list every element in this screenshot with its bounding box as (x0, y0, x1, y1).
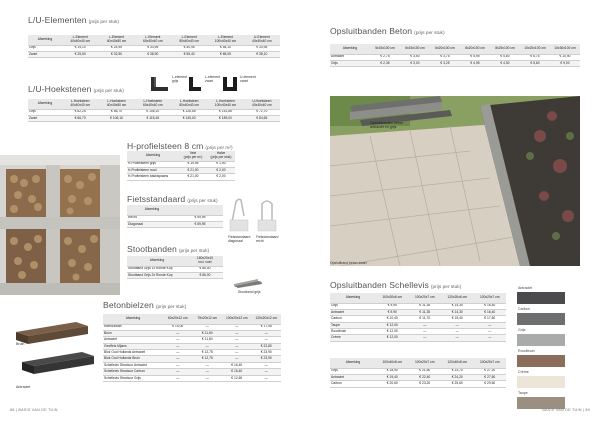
row-label: Roodbruin (330, 329, 376, 335)
table-row (127, 272, 223, 278)
row-label: Taupe (330, 322, 376, 328)
sleepers-image (12, 316, 102, 386)
table-header-row (28, 99, 280, 109)
price-cell: € 2,35 (370, 60, 400, 66)
price-cell: € 10,90 (550, 54, 580, 60)
price-cell: — (193, 324, 223, 330)
price-cell: € 3,00 (400, 60, 430, 66)
sleeper-label: Antraciet (16, 385, 31, 389)
table-header-cell: 100x20x7 cm (474, 358, 507, 368)
color-swatch (517, 334, 565, 346)
price-cell: — (252, 330, 282, 336)
section-title-schellevis: Opsluitbanden Schellevis (prijs per stuk) (330, 280, 462, 290)
table-header-row (127, 205, 223, 215)
table-stootbanden (127, 256, 223, 279)
table-header-row (330, 44, 580, 54)
price-cell: € 19,40 (376, 374, 409, 380)
price-cell: € 86,00 (187, 272, 223, 278)
price-cell: € 11,70 (409, 316, 442, 322)
price-cell: — (474, 329, 507, 335)
price-cell: € 12,00 (376, 322, 409, 328)
table-header-cell: 100x20x7 cm (474, 293, 507, 303)
price-cell: € 19,10 (62, 45, 98, 51)
table-row (28, 115, 280, 121)
price-cell: € 10,40 (376, 316, 409, 322)
table-header-row (330, 293, 506, 303)
price-cell: € 23,70 (441, 368, 474, 374)
price-cell: € 3,75 (430, 54, 460, 60)
row-label: Grijs (330, 60, 370, 66)
table-header-cell: 8x25x100 cm (490, 44, 520, 54)
section-title-elementen: L/U-Elementen (prijs per stuk) (28, 15, 120, 25)
table-header-cell: L-Element 40x40x80 cm (98, 35, 134, 45)
row-label: Grijs (28, 45, 62, 51)
section-title-betonbielzen: Betonbielzen (prijs per stuk) (103, 300, 187, 310)
price-cell: € 5,60 (490, 54, 520, 60)
price-cell: — (474, 322, 507, 328)
table-header-cell: 75x20x12 cm (193, 314, 223, 324)
table-elementen (28, 35, 280, 58)
photo-opsluitbanden (330, 96, 580, 266)
row-label: Zwart (28, 51, 62, 57)
price-cell: € 86,00 (187, 266, 223, 272)
row-label: Crème (330, 335, 376, 341)
table-header-cell: Afwerking (127, 256, 187, 266)
table-header-cell: 10x20x100 cm (520, 44, 550, 54)
table-header-cell: 100x40x8 cm (376, 358, 409, 368)
price-cell: € 5,60 (520, 60, 550, 66)
row-label: Carbon (330, 316, 376, 322)
table-header-cell: 180x20x10 incl. voet (187, 256, 223, 266)
table-hoekstenen (28, 99, 280, 122)
price-cell: € 189,00 (207, 115, 243, 121)
bike-stand-diagonal-image (228, 196, 250, 232)
table-header-cell: 120x20x12 cm (252, 314, 282, 324)
table-row (127, 174, 235, 180)
price-cell: € 3,50 (400, 54, 430, 60)
price-cell: € 16,40 (474, 309, 507, 315)
row-label: Recht (127, 215, 177, 221)
table-header-cell: 120x40x8 cm (441, 358, 474, 368)
table-header-cell: L-Element 60x40x40 cm (135, 35, 171, 45)
row-label: Mixed/zwart (103, 324, 163, 330)
row-label: H-Profielsteen bakkispaans (127, 174, 179, 180)
table-header-cell: Afwerking (127, 151, 179, 161)
price-cell: € 6,75 (520, 54, 550, 60)
price-cell: — (441, 329, 474, 335)
element-label: U-element zwart (240, 75, 256, 83)
price-cell: € 12,60 (222, 375, 252, 381)
price-cell: € 11,60 (193, 330, 223, 336)
price-cell: € 21,60 (409, 368, 442, 374)
price-cell: € 66,70 (62, 115, 98, 121)
table-header-cell: Afwerking (330, 293, 376, 303)
table-header-cell: L-Element 40x40x40 cm (62, 35, 98, 45)
price-cell: € 126,55 (171, 109, 207, 115)
section-title-hprofiel: H-profielsteen 8 cm (prijs per m²) (127, 141, 233, 151)
price-cell: — (409, 329, 442, 335)
price-cell: — (193, 375, 223, 381)
price-cell: — (222, 356, 252, 362)
price-cell: — (441, 322, 474, 328)
l-element-zwart-image (188, 76, 202, 92)
row-label: Antraciet (330, 309, 376, 315)
price-cell: € 24,20 (441, 374, 474, 380)
sleeper-label: Bruin (16, 342, 25, 346)
price-cell: € 14,30 (441, 303, 474, 309)
price-cell: € 12,00 (376, 329, 409, 335)
table-header-cell: 100x20x7 cm (409, 293, 442, 303)
price-cell: € 23,90 (252, 356, 282, 362)
price-cell: € 20,60 (376, 381, 409, 387)
price-cell: € 18,90 (376, 368, 409, 374)
price-cell: € 62,25 (62, 109, 98, 115)
price-cell: € 9,90 (376, 303, 409, 309)
table-header-cell (177, 205, 223, 215)
swatch-label: Crème (518, 370, 529, 374)
price-cell: € 2,75 (370, 54, 400, 60)
price-cell: — (222, 324, 252, 330)
price-cell: — (163, 343, 193, 349)
photo-caption: Opsluitbanden beton antraciet en grijs (370, 121, 404, 130)
price-cell: — (252, 337, 282, 343)
table-header-cell: 120x20x6 cm (441, 293, 474, 303)
price-cell: € 11,35 (409, 309, 442, 315)
swatch-label: Roodbruin (518, 349, 535, 353)
price-cell: € 25,60 (441, 381, 474, 387)
swatch-label: Carbon (518, 307, 530, 311)
price-cell: € 5,95 (460, 54, 490, 60)
table-header-cell: L-Hoeksteen 40x40x80 cm (98, 99, 134, 109)
stootband-image (232, 276, 264, 288)
price-cell: € 12,75 (193, 356, 223, 362)
table-header-cell: 100x20x6 cm (376, 293, 409, 303)
price-cell: — (409, 335, 442, 341)
price-cell: € 4,95 (460, 60, 490, 66)
price-cell: — (193, 369, 223, 375)
table-beton (330, 44, 580, 67)
swatch-label: Taupe (518, 391, 528, 395)
row-label: Diagonaal (127, 221, 177, 227)
section-title-hoekstenen: L/U-Hoekstenen (prijs per stuk) (28, 84, 124, 94)
price-cell: € 16,40 (222, 369, 252, 375)
row-label: Schellevis Structuur Carbon (103, 369, 163, 375)
color-swatch (517, 313, 565, 325)
row-label: Antraciet (330, 374, 376, 380)
table-header-row (103, 314, 281, 324)
price-cell: € 115,45 (135, 115, 171, 121)
table-header-cell: 60x20x12 cm (163, 314, 193, 324)
price-cell: — (409, 322, 442, 328)
table-row (330, 381, 506, 387)
price-cell: € 33,95 (244, 45, 280, 51)
price-cell: € 27,20 (474, 368, 507, 374)
footer-left: 88 | BASIS VAN DE TUIN (10, 408, 58, 412)
table-header-cell: L-Hoeksteen 80x40x40 cm (171, 99, 207, 109)
price-cell: — (163, 330, 193, 336)
table-betonbielzen (103, 314, 281, 382)
table-header-cell: L-Element 80x40x40 cm (171, 35, 207, 45)
price-cell: — (222, 350, 252, 356)
table-header-cell: Afwerking (103, 314, 163, 324)
row-label: H-Profielsteen rood (127, 167, 179, 173)
price-cell: € 22,40 (409, 374, 442, 380)
color-swatch (517, 376, 565, 388)
row-label: Bruin (103, 330, 163, 336)
table-row (330, 335, 506, 341)
price-cell: — (163, 362, 193, 368)
price-cell: — (252, 369, 282, 375)
bike-stand-caption: Fietsstandaard recht (256, 235, 279, 243)
price-cell: € 24,95 (98, 45, 134, 51)
price-cell: — (163, 356, 193, 362)
price-cell: € 106,10 (98, 115, 134, 121)
price-cell: € 145,00 (171, 115, 207, 121)
table-header-cell: L-Element 100x40x40 cm (207, 35, 243, 45)
footer-right: BASIS VAN DE TUIN | 89 (542, 408, 590, 412)
section-title-beton: Opsluitbanden Beton (prijs per stuk) (330, 26, 445, 36)
table-header-cell: L-Hoeksteen 60x40x40 cm (135, 99, 171, 109)
price-cell: € 59,95 (177, 221, 223, 227)
price-cell: € 9,00 (550, 60, 580, 66)
row-label: H-Profielsteen grijs (127, 161, 179, 167)
table-header-cell: U-Element 40x40x40 cm (244, 35, 280, 45)
price-cell: € 38,10 (244, 51, 280, 57)
table-header-cell: 10x30x100 cm (550, 44, 580, 54)
row-label: Carbon (330, 381, 376, 387)
price-cell: — (222, 337, 252, 343)
price-cell: € 21,00 (179, 174, 207, 180)
price-cell: € 106,10 (135, 109, 171, 115)
row-label: Geoffels Mijans (103, 343, 163, 349)
row-label: Grijs (330, 368, 376, 374)
color-swatch (517, 355, 565, 367)
table-header-cell: 100x20x12 cm (222, 314, 252, 324)
price-cell: € 2,00 (207, 167, 235, 173)
price-cell: — (193, 343, 223, 349)
row-label: Stootband Grijs 1x Ronde Kop (127, 266, 187, 272)
table-header-cell: Afwerking (28, 99, 62, 109)
price-cell: — (163, 350, 193, 356)
price-cell: € 19,95 (179, 161, 207, 167)
price-cell: € 11,35 (409, 303, 442, 309)
price-cell: € 2,00 (207, 174, 235, 180)
table-header-cell: Afwerking (28, 35, 62, 45)
row-label: Schellevis Structuur Antraciet (103, 362, 163, 368)
section-title-stootbanden: Stootbanden (prijs per stuk) (127, 244, 210, 254)
row-label: Blok Oud Hollands Bruin (103, 356, 163, 362)
table-header-row (330, 358, 506, 368)
table-row (127, 221, 223, 227)
price-cell: € 3,25 (430, 60, 460, 66)
l-element-grijs-image (150, 76, 170, 92)
table-header-cell: Afwerking (330, 44, 370, 54)
price-cell: € 32,50 (98, 51, 134, 57)
price-cell: — (222, 330, 252, 336)
price-cell: € 21,00 (179, 167, 207, 173)
price-cell: € 25,50 (62, 51, 98, 57)
price-cell: € 16,40 (222, 362, 252, 368)
price-cell: € 15,40 (441, 316, 474, 322)
photo-caption: Opsluitband beton zwart (330, 261, 367, 265)
table-header-row (28, 35, 280, 45)
price-cell: € 55,40 (171, 51, 207, 57)
price-cell: — (441, 335, 474, 341)
price-cell: € 40,95 (171, 45, 207, 51)
price-cell: € 66,70 (98, 109, 134, 115)
price-cell: € 84,65 (244, 115, 280, 121)
row-label: Schellevis Structuur Grijs (103, 375, 163, 381)
price-cell: € 16,40 (474, 303, 507, 309)
table-header-cell: Vele (prijs per m²) (179, 151, 207, 161)
table-header-row (127, 256, 223, 266)
row-label: Grijs (330, 303, 376, 309)
table-header-cell: L-Hoeksteen 40x40x40 cm (62, 99, 98, 109)
color-swatch (517, 292, 565, 304)
price-cell: — (163, 369, 193, 375)
price-cell: € 29,60 (474, 381, 507, 387)
row-label: Stootband Grijs 2x Ronde Kop (127, 272, 187, 278)
row-label: Antraciet (330, 54, 370, 60)
price-cell: € 27,60 (474, 374, 507, 380)
price-cell: € 17,60 (474, 316, 507, 322)
price-cell: — (474, 335, 507, 341)
price-cell: € 4,50 (490, 60, 520, 66)
swatch-label: Grijs (518, 328, 526, 332)
table-header-cell: 100x20x7 cm (409, 358, 442, 368)
price-cell: — (252, 375, 282, 381)
price-cell: € 12,75 (193, 350, 223, 356)
table-schellevis-2 (330, 358, 506, 388)
price-cell: € 23,90 (252, 350, 282, 356)
price-cell: € 10,00 (163, 324, 193, 330)
table-row (330, 60, 580, 66)
table-header-cell: U-Hoeksteen 40x40x40 cm (244, 99, 280, 109)
price-cell: € 38,90 (135, 51, 171, 57)
price-cell: — (252, 362, 282, 368)
price-cell: € 17,95 (252, 324, 282, 330)
price-cell: — (193, 362, 223, 368)
table-header-cell: Halve (prijs per stuk) (207, 151, 235, 161)
bike-stand-straight-image (256, 196, 278, 232)
table-hprofiel (127, 151, 235, 181)
price-cell: € 1,90 (207, 161, 235, 167)
table-schellevis-1 (330, 293, 506, 342)
table-header-cell: Afwerking (127, 205, 177, 215)
photo-firewood-shelves (0, 155, 120, 295)
row-label: Grijs (28, 109, 62, 115)
table-fietsstandaard (127, 205, 223, 228)
element-label: L-element grijs (172, 75, 188, 83)
row-label: Zwart (28, 115, 62, 121)
stootband-caption: Stootband grijs (238, 290, 261, 294)
price-cell: € 54,10 (207, 45, 243, 51)
price-cell: — (163, 375, 193, 381)
table-header-row (127, 151, 235, 161)
table-header-cell: Afwerking (330, 358, 376, 368)
price-cell: € 12,00 (376, 335, 409, 341)
price-cell: € 14,30 (441, 309, 474, 315)
price-cell: € 9,90 (376, 309, 409, 315)
price-cell: € 11,60 (193, 337, 223, 343)
price-cell: — (222, 343, 252, 349)
u-element-zwart-image (222, 76, 238, 92)
price-cell: € 33,95 (135, 45, 171, 51)
row-label: Blok Oud Hollands Antraciet (103, 350, 163, 356)
table-header-cell: 8x20x100 cm (460, 44, 490, 54)
price-cell: € 151,85 (207, 109, 243, 115)
section-title-fietsstandaard: Fietsstandaard (prijs per stuk) (127, 194, 218, 204)
swatch-label: Antraciet (518, 286, 533, 290)
bike-stand-caption: Fietsstandaard diagonaal (228, 235, 251, 243)
table-header-cell: 5x15x100 cm (370, 44, 400, 54)
table-header-cell: 6x20x100 cm (430, 44, 460, 54)
price-cell: € 23,20 (409, 381, 442, 387)
table-row (28, 51, 280, 57)
table-row (103, 375, 281, 381)
row-label: Antraciet (103, 337, 163, 343)
price-cell: — (163, 337, 193, 343)
price-cell: € 72,70 (244, 109, 280, 115)
price-cell: € 22,80 (252, 343, 282, 349)
element-label: L-element zwart (205, 75, 221, 83)
price-cell: € 65,05 (207, 51, 243, 57)
table-header-cell: 6x15x100 cm (400, 44, 430, 54)
table-header-cell: L-Hoeksteen 100x40x40 cm (207, 99, 243, 109)
price-cell: € 59,95 (177, 215, 223, 221)
